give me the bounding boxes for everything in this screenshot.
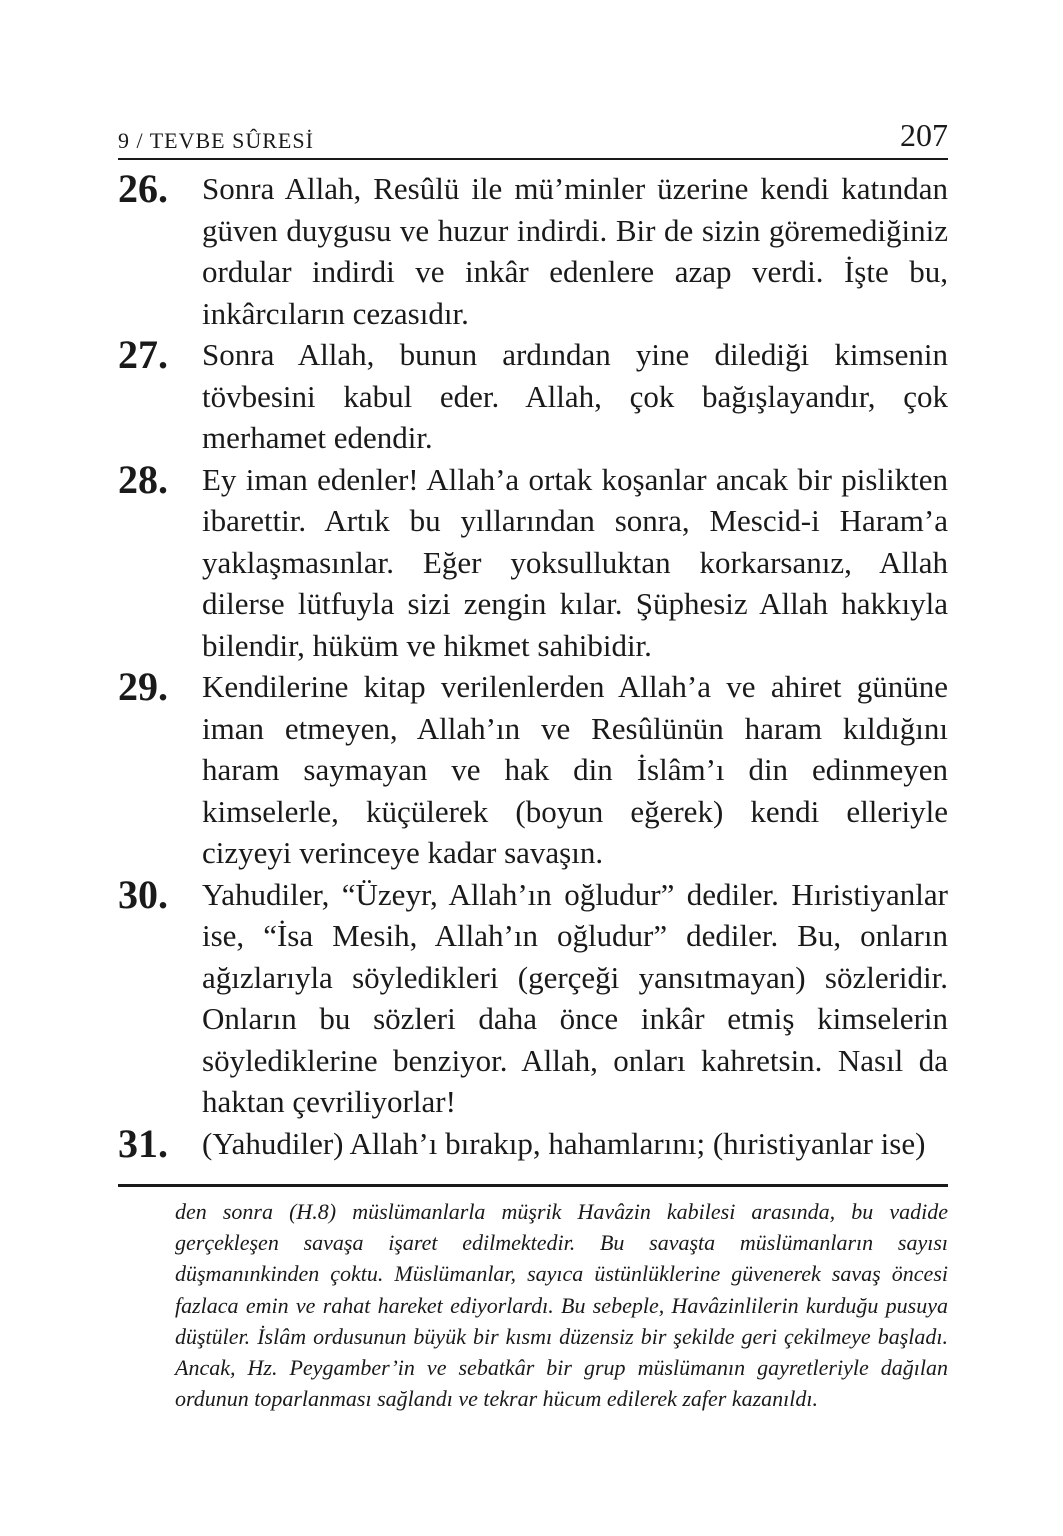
footnote: den sonra (H.8) müslümanlarla müşrik Havâzin kabilesi arasında, bu vadide gerçekleşen savaşa işaret edilmektedir. Bu savaşta müslümanların sayısı düşmanınkinden çoktu. Müslümanlar, sayıca üstünlüklerine güvenerek savaş öncesi fazlaca emin ve rahat hareket ediyorlardı. Bu sebeple, Havâzinlilerin kurduğu pusuya düştüler. İslâm ordusunun büyük bir kısmı düzensiz bir şekilde geri çekilmeye başladı. Ancak, Hz. Peygamber’in ve sebatkâr bir grup müslümanın gayretleriyle dağılan ordunun toparlanması sağlandı ve tekrar hücum edilerek zafer kazanıldı.	[175, 1199, 948, 1412]
page-number: 207	[900, 117, 948, 153]
verse-list	[118, 168, 948, 1164]
verse-number: 26.	[118, 166, 168, 211]
verse-number: 29.	[118, 664, 168, 709]
verse-number: 27.	[118, 332, 168, 377]
verse-31	[118, 1120, 948, 1166]
verse-26	[118, 168, 948, 334]
verse-text: Ey iman edenler! Allah’a ortak koşanlar ancak bir pislikten ibarettir. Artık bu yıllarından sonra, Mescid-i Haram’a yaklaşmasınlar. Eğer yoksulluktan korkarsanız, Allah dilerse lütfuyla sizi zengin kılar. Şüphesiz Allah hakkıyla bilendir, hüküm ve hikmet sahibidir.	[202, 461, 948, 663]
verse-text: (Yahudiler) Allah’ı bırakıp, hahamlarını; (hıristiyanlar ise)	[202, 1125, 926, 1161]
verse-29	[118, 666, 948, 874]
verse-text: Kendilerine kitap verilenlerden Allah’a ve ahiret gününe iman etmeyen, Allah’ın ve Resûlünün haram kıldığını haram saymayan ve hak din İslâm’ı din edinmeyen kimselerle, küçülerek (boyun eğerek) kendi elleriyle cizyeyi verinceye kadar savaşın.	[202, 669, 948, 870]
verse-28	[118, 456, 948, 667]
footnote-divider	[118, 1184, 948, 1187]
running-head: 9 / TEVBE SÛRESİ	[118, 128, 314, 153]
verse-text: Sonra Allah, bunun ardından yine dilediği kimsenin tövbesini kabul eder. Allah, çok bağışlayandır, çok merhamet edendir.	[202, 337, 948, 455]
verse-number: 28.	[118, 456, 168, 502]
verse-text: Yahudiler, “Üzeyr, Allah’ın oğludur” dediler. Hıristiyanlar ise, “İsa Mesih, Allah’ın oğludur” dediler. Bu, onların ağızlarıyla söyledikleri (gerçeği yansıtmayan) sözleridir. Onların bu sözleri daha önce inkâr etmiş kimselerin söylediklerine benziyor. Allah, onları kahretsin. Nasıl da haktan çevriliyorlar!	[202, 876, 948, 1119]
verse-27	[118, 334, 948, 459]
verse-30	[118, 871, 948, 1123]
verse-number: 31.	[118, 1120, 168, 1166]
page-header	[118, 112, 948, 160]
verse-number: 30.	[118, 871, 168, 917]
verse-text: Sonra Allah, Resûlü ile mü’minler üzerine kendi katından güven duygusu ve huzur indirdi. Bir de sizin göremediğiniz ordular indirdi ve inkâr edenlere azap verdi. İşte bu, inkârcıların cezasıdır.	[202, 171, 948, 331]
